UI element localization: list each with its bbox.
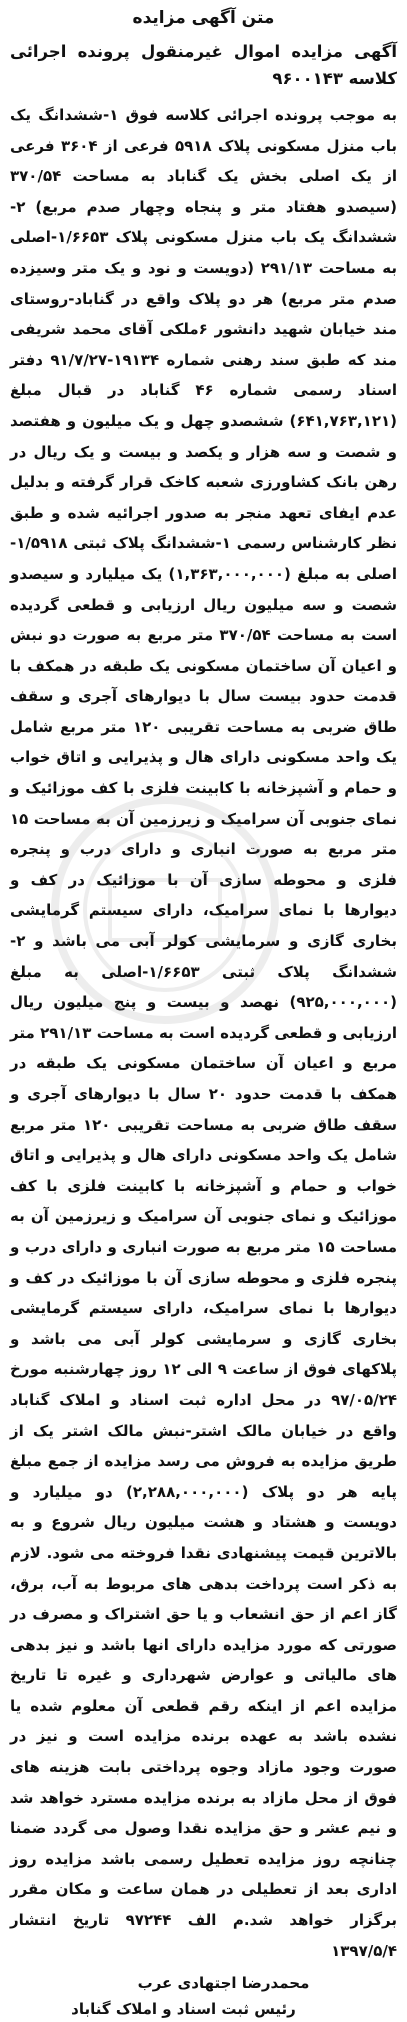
- signatory-title: رئیس ثبت اسناد و املاک گناباد: [71, 2000, 296, 2019]
- notice-heading: متن آگهی مزایده: [132, 8, 275, 28]
- notice-subheading: آگهی مزایده اموال غیرمنقول پرونده اجرائی کلاسه ۹۶۰۰۱۴۳: [10, 42, 397, 88]
- notice-body: به موجب پرونده اجرائی کلاسه فوق ۱-ششدانگ یک باب منزل مسکونی پلاک ۵۹۱۸ فرعی از ۳۶۰۴ فرعی از یک اصلی بخش یک گناباد به مساحت ۳۷۰/۵۴ (سیصدو هفتاد متر و پنجاه وچهار صدم مربع) ۲-ششدانگ یک باب منزل مسکونی پلاک ۱/۶۶۵۳-اصلی به مساحت ۲۹۱/۱۳ (دویست و نود و یک متر وسیزده صدم متر مربع) هر دو پلاک واقع در گناباد-روستای مند خیابان شهید دانشور ۶ملکی آقای محمد شریفی مند که طبق سند رهنی شماره ۱۹۱۳۴-۹۱/۷/۲۷ دفتر اسناد رسمی شماره ۴۶ گناباد در قبال مبلغ (۶۴۱,۷۶۳,۱۲۱) ششصدو چهل و یک میلیون و هفتصد و شصت و سه هزار و یکصد و بیست و یک ریال در رهن بانک کشاورزی شعبه کاخک قرار گرفته و بدلیل عدم ایفای تعهد منجر به صدور اجرائیه شده و طبق نظر کارشناس رسمی ۱-ششدانگ پلاک ثبتی ۱/۵۹۱۸-اصلی به مبلغ (۱,۳۶۳,۰۰۰,۰۰۰) یک میلیارد و سیصدو شصت و سه میلیون ریال ارزیابی و قطعی گردیده است به مساحت ۳۷۰/۵۴ متر مربع به صورت دو نبش و اعیان آن ساختمان مسکونی یک طبقه در همکف با قدمت حدود بیست سال با دیوارهای آجری و سقف طاق ضربی به مساحت تقریبی ۱۲۰ متر مربع شامل یک واحد مسکونی دارای هال و پذیرایی و اتاق خواب و حمام و آشپزخانه با کابینت فلزی با کف موزائیک و نمای جنوبی آن سرامیک و زیرزمین آن به مساحت ۱۵ متر مربع به صورت انباری و دارای درب و پنجره فلزی و محوطه سازی آن با موزائیک در کف و دیوارها با نمای سرامیک، دارای سیستم گرمایشی بخاری گازی و سرمایشی کولر آبی می باشد و ۲-ششدانگ پلاک ثبتی ۱/۶۶۵۳-اصلی به مبلغ (۹۲۵,۰۰۰,۰۰۰) نهصد و بیست و پنج میلیون ریال ارزیابی و قطعی گردیده است به مساحت ۲۹۱/۱۳ متر مربع و اعیان آن ساختمان مسکونی یک طبقه در همکف با قدمت حدود ۲۰ سال با دیوارهای آجری و سقف طاق ضربی به مساحت تقریبی ۱۲۰ متر مربع شامل یک واحد مسکونی دارای هال و پذیرایی و اتاق خواب و حمام و آشپزخانه با کابینت فلزی با کف موزائیک و نمای جنوبی آن سرامیک و زیرزمین آن به مساحت ۱۵ متر مربع به صورت انباری و دارای درب و پنجره فلزی و محوطه سازی آن با موزائیک در کف و دیوارها با نمای سرامیک، دارای سیستم گرمایشی بخاری گازی و سرمایشی کولر آبی می باشد و پلاکهای فوق از ساعت ۹ الی ۱۲ روز چهارشنبه مورخ ۹۷/۰۵/۲۴ در محل اداره ثبت اسناد و املاک گناباد واقع در خیابان مالک اشتر-نبش مالک اشتر یک از طریق مزایده به فروش می رسد مزایده از جمع مبلغ پایه هر دو پلاک (۲,۲۸۸,۰۰۰,۰۰۰) دو میلیارد و دویست و هشتاد و هشت میلیون ریال شروع و به بالاترین قیمت پیشنهادی نقدا فروخته می شود. لازم به ذکر است پرداخت بدهی های مربوط به آب، برق، گاز اعم از حق انشعاب و یا حق اشتراک و مصرف در صورتی که مورد مزایده دارای انها باشد و نیز بدهی های مالیاتی و عوارض شهرداری و غیره تا تاریخ مزایده اعم از اینکه رقم قطعی آن معلوم شده یا نشده باشد به عهده برنده مزایده است و نیز در صورت وجود مازاد وجوه پرداختی بابت هزینه های فوق از محل مازاد به برنده مزایده مسترد خواهد شد و نیم عشر و حق مزایده نقدا وصول می گردد ضمنا چنانچه روز مزایده تعطیل رسمی باشد مزایده روز اداری بعد از تعطیلی در همان ساعت و مکان مقرر برگزار خواهد شد.م الف ۹۷۲۴۴ تاریخ انتشار ۱۳۹۷/۵/۴: [10, 106, 398, 1960]
- signatory-name: محمدرضا اجتهادی عرب: [137, 1974, 310, 1993]
- signature-block: [10, 1970, 397, 2022]
